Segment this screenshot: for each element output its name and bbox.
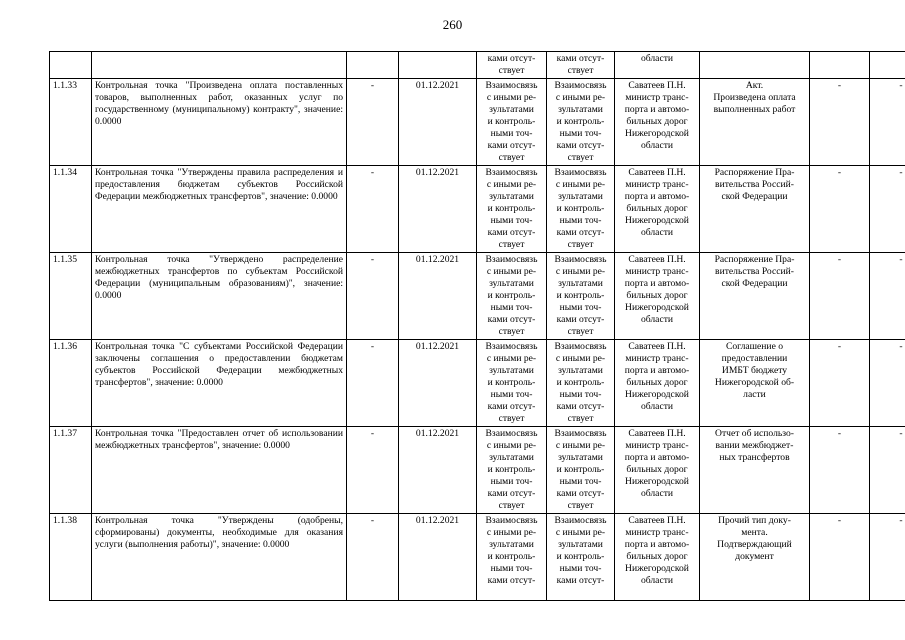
cell-text: Прочий тип доку- мента. Подтверждающий документ bbox=[717, 515, 792, 562]
cell-text: 01.12.2021 bbox=[415, 254, 460, 265]
cell-text: ками отсут- ствует bbox=[556, 53, 605, 76]
row-relation-2 bbox=[547, 514, 615, 601]
cell-text: Контрольная точка "Предоставлен отчет об использовании межбюджетных трансфертов", значение: 0.0000 bbox=[95, 428, 343, 451]
row-date bbox=[399, 427, 477, 514]
row-relation-1 bbox=[477, 514, 547, 601]
table-body bbox=[50, 52, 905, 601]
cell-text: - bbox=[837, 515, 842, 526]
row-document bbox=[700, 253, 810, 340]
cell-text: Взаимосвязь с иными ре- зультатами и контроль- ными точ- ками отсут- ствует bbox=[485, 341, 538, 424]
row-number bbox=[50, 253, 92, 340]
row-col10 bbox=[810, 253, 870, 340]
row-relation-2 bbox=[547, 253, 615, 340]
row-number bbox=[50, 514, 92, 601]
row-relation-2 bbox=[547, 340, 615, 427]
row-col11 bbox=[870, 253, 905, 340]
row-col10 bbox=[810, 427, 870, 514]
cell-text: 1.1.37 bbox=[53, 428, 77, 439]
row-col10 bbox=[810, 166, 870, 253]
row-responsible bbox=[615, 427, 700, 514]
cell-text: Контрольная точка "Утверждено распределение межбюджетных трансфертов по субъектам Российской Федерации (муниципальным образованиям)", значение: 0.0000 bbox=[95, 254, 343, 301]
row-col11 bbox=[870, 514, 905, 601]
row-date bbox=[399, 253, 477, 340]
cell-col3 bbox=[347, 52, 399, 79]
cell-text: - bbox=[370, 167, 375, 178]
cell-text: Взаимосвязь с иными ре- зультатами и контроль- ными точ- ками отсут- ствует bbox=[554, 80, 607, 163]
cell-text: - bbox=[370, 515, 375, 526]
row-responsible bbox=[615, 340, 700, 427]
row-col3 bbox=[347, 253, 399, 340]
row-number bbox=[50, 79, 92, 166]
row-responsible bbox=[615, 253, 700, 340]
row-responsible bbox=[615, 79, 700, 166]
cell-text: - bbox=[899, 167, 903, 178]
row-date bbox=[399, 79, 477, 166]
cell-date bbox=[399, 52, 477, 79]
row-relation-1 bbox=[477, 253, 547, 340]
row-col10 bbox=[810, 514, 870, 601]
page-number: 260 bbox=[442, 17, 463, 32]
cell-text: 01.12.2021 bbox=[415, 428, 460, 439]
cell-text: - bbox=[370, 428, 375, 439]
row-document bbox=[700, 427, 810, 514]
row-relation-2 bbox=[547, 427, 615, 514]
cell-text: Взаимосвязь с иными ре- зультатами и контроль- ными точ- ками отсут- bbox=[485, 515, 538, 586]
cell-text: 1.1.35 bbox=[53, 254, 77, 265]
cell-text: - bbox=[899, 80, 903, 91]
cell-c11 bbox=[870, 52, 905, 79]
row-number bbox=[50, 166, 92, 253]
cell-text: Взаимосвязь с иными ре- зультатами и контроль- ными точ- ками отсут- ствует bbox=[554, 167, 607, 250]
cell-text: - bbox=[370, 341, 375, 352]
cell-text: Саватеев П.Н. министр транс- порта и автомо- бильных дорог Нижегородской области bbox=[624, 515, 690, 586]
row-date bbox=[399, 514, 477, 601]
row-description bbox=[92, 253, 347, 340]
table-row bbox=[50, 79, 905, 166]
cell-text: 1.1.33 bbox=[53, 80, 77, 91]
row-number bbox=[50, 427, 92, 514]
cell-text: Саватеев П.Н. министр транс- порта и автомо- бильных дорог Нижегородской области bbox=[624, 80, 690, 151]
row-description bbox=[92, 340, 347, 427]
cell-text: 01.12.2021 bbox=[415, 341, 460, 352]
row-responsible bbox=[615, 514, 700, 601]
row-document bbox=[700, 340, 810, 427]
cell-text: 01.12.2021 bbox=[415, 80, 460, 91]
cell-text: - bbox=[899, 254, 903, 265]
cell-text: Взаимосвязь с иными ре- зультатами и контроль- ными точ- ками отсут- ствует bbox=[485, 254, 538, 337]
cell-text: Контрольная точка "Утверждены (одобрены, сформированы) документы, необходимые для оказания услуги (выполнения работы)", значение: 0.0000 bbox=[95, 515, 343, 550]
cell-text: ками отсут- ствует bbox=[487, 53, 536, 76]
cell-text: Распоряжение Пра- вительства Россий- ской Федерации bbox=[714, 254, 795, 289]
table-row bbox=[50, 253, 905, 340]
row-col10 bbox=[810, 79, 870, 166]
cell-text: - bbox=[837, 80, 842, 91]
row-document bbox=[700, 79, 810, 166]
row-col11 bbox=[870, 79, 905, 166]
row-col3 bbox=[347, 340, 399, 427]
row-col3 bbox=[347, 514, 399, 601]
cell-text: 1.1.38 bbox=[53, 515, 77, 526]
cell-text: Саватеев П.Н. министр транс- порта и автомо- бильных дорог Нижегородской области bbox=[624, 341, 690, 412]
cell-text: - bbox=[370, 80, 375, 91]
cell-text: 1.1.36 bbox=[53, 341, 77, 352]
row-col3 bbox=[347, 166, 399, 253]
cell-text: - bbox=[837, 254, 842, 265]
cell-text: Саватеев П.Н. министр транс- порта и автомо- бильных дорог Нижегородской области bbox=[624, 254, 690, 325]
row-col3 bbox=[347, 427, 399, 514]
row-number bbox=[50, 340, 92, 427]
row-col11 bbox=[870, 340, 905, 427]
cell-text: - bbox=[899, 341, 903, 352]
cell-c10 bbox=[810, 52, 870, 79]
cell-responsible bbox=[615, 52, 700, 79]
table-row bbox=[50, 166, 905, 253]
row-relation-1 bbox=[477, 79, 547, 166]
row-relation-2 bbox=[547, 166, 615, 253]
cell-text: Контрольная точка "Утверждены правила распределения и предоставления бюджетам субъектов Российской Федерации межбюджетных трансфертов", значение: 0.0000 bbox=[95, 167, 343, 202]
row-date bbox=[399, 340, 477, 427]
row-relation-1 bbox=[477, 427, 547, 514]
row-col10 bbox=[810, 340, 870, 427]
row-date bbox=[399, 166, 477, 253]
cell-text: Отчет об использо- вании межбюджет- ных трансфертов bbox=[715, 428, 794, 463]
cell-text: - bbox=[837, 341, 842, 352]
row-relation-1 bbox=[477, 166, 547, 253]
cell-text: Взаимосвязь с иными ре- зультатами и контроль- ными точ- ками отсут- ствует bbox=[485, 428, 538, 511]
cell-rel2 bbox=[547, 52, 615, 79]
cell-text: области bbox=[640, 53, 674, 64]
cell-desc bbox=[92, 52, 347, 79]
cell-text: Взаимосвязь с иными ре- зультатами и контроль- ными точ- ками отсут- ствует bbox=[554, 428, 607, 511]
continuation-row bbox=[50, 52, 905, 79]
cell-text: - bbox=[899, 515, 903, 526]
table-row bbox=[50, 514, 905, 601]
cell-text: 01.12.2021 bbox=[415, 167, 460, 178]
table-row bbox=[50, 340, 905, 427]
cell-text: Контрольная точка "С субъектами Российской Федерации заключены соглашения о предоставлении бюджетам субъектов Российской Федерации межбюджетных трансфертов", значение: 0.0000 bbox=[95, 341, 343, 388]
table-row bbox=[50, 427, 905, 514]
cell-text: Взаимосвязь с иными ре- зультатами и контроль- ными точ- ками отсут- ствует bbox=[485, 80, 538, 163]
cell-text: Саватеев П.Н. министр транс- порта и автомо- бильных дорог Нижегородской области bbox=[624, 428, 690, 499]
cell-text: - bbox=[837, 428, 842, 439]
cell-text: 1.1.34 bbox=[53, 167, 77, 178]
cell-text: - bbox=[837, 167, 842, 178]
cell-text: Взаимосвязь с иными ре- зультатами и контроль- ными точ- ками отсут- ствует bbox=[554, 341, 607, 424]
cell-text: Акт. Произведена оплата выполненных работ bbox=[713, 80, 796, 115]
cell-text: Соглашение о предоставлении ИМБТ бюджету Нижегородской об- ласти bbox=[714, 341, 795, 400]
row-relation-1 bbox=[477, 340, 547, 427]
row-document bbox=[700, 514, 810, 601]
control-points-table bbox=[49, 51, 905, 601]
cell-text: - bbox=[370, 254, 375, 265]
row-responsible bbox=[615, 166, 700, 253]
cell-document bbox=[700, 52, 810, 79]
row-description bbox=[92, 166, 347, 253]
cell-text: 01.12.2021 bbox=[415, 515, 460, 526]
row-col3 bbox=[347, 79, 399, 166]
cell-text: Взаимосвязь с иными ре- зультатами и контроль- ными точ- ками отсут- ствует bbox=[554, 254, 607, 337]
row-description bbox=[92, 514, 347, 601]
row-col11 bbox=[870, 166, 905, 253]
cell-text: Контрольная точка "Произведена оплата поставленных товаров, выполненных работ, оказанных услуг по государственному (муниципальному) контракту", значение: 0.0000 bbox=[95, 80, 343, 127]
row-description bbox=[92, 427, 347, 514]
cell-text: Взаимосвязь с иными ре- зультатами и контроль- ными точ- ками отсут- ствует bbox=[485, 167, 538, 250]
cell-text: Саватеев П.Н. министр транс- порта и автомо- бильных дорог Нижегородской области bbox=[624, 167, 690, 238]
cell-text: - bbox=[899, 428, 903, 439]
cell-text: Распоряжение Пра- вительства Россий- ской Федерации bbox=[714, 167, 795, 202]
row-relation-2 bbox=[547, 79, 615, 166]
row-col11 bbox=[870, 427, 905, 514]
cell-rel1 bbox=[477, 52, 547, 79]
cell-num bbox=[50, 52, 92, 79]
cell-text: Взаимосвязь с иными ре- зультатами и контроль- ными точ- ками отсут- bbox=[554, 515, 607, 586]
row-description bbox=[92, 79, 347, 166]
row-document bbox=[700, 166, 810, 253]
